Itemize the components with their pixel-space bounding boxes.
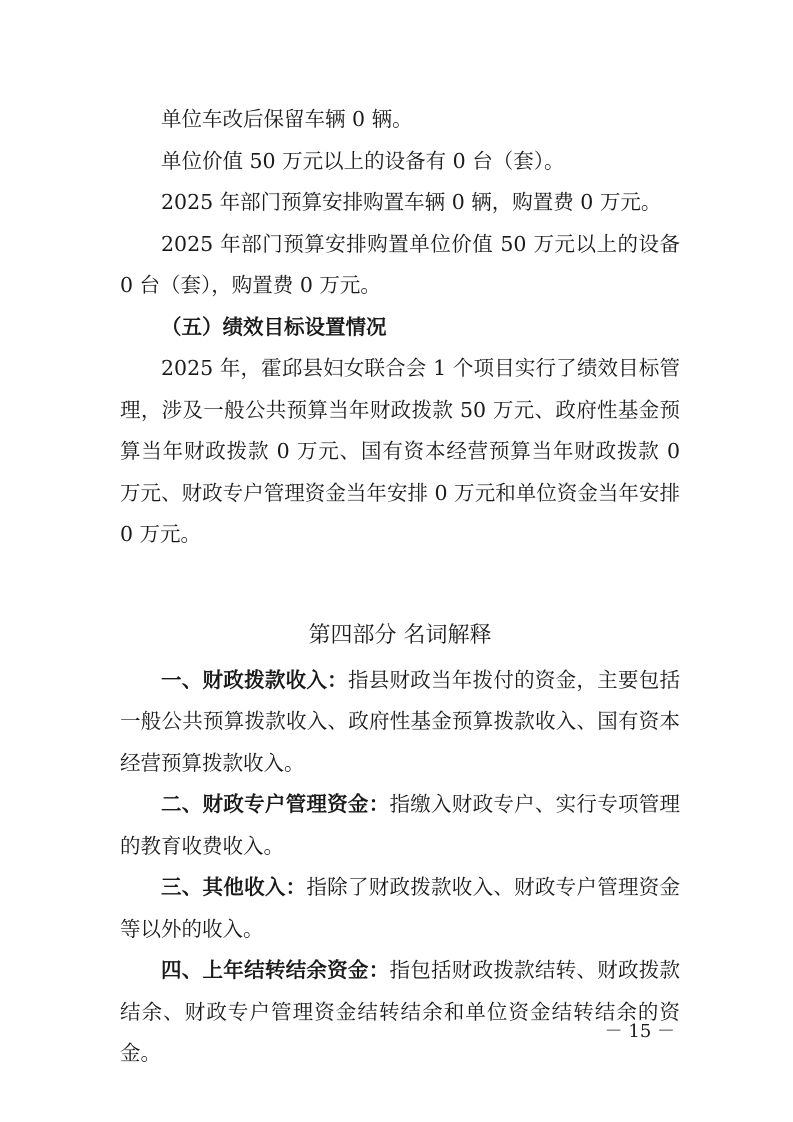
term-label: 三、其他收入：: [161, 875, 307, 899]
paragraph-equipment-purchase: 2025 年部门预算安排购置单位价值 50 万元以上的设备 0 台（套），购置费 0 万元。: [120, 231, 680, 297]
section-title: 第四部分 名词解释: [308, 622, 492, 648]
term-label: 四、上年结转结余资金：: [161, 958, 390, 982]
term-entry: [120, 784, 680, 867]
term-definition: 指除了财政拨款收入、财政专户管理资金等以外的收入。: [120, 875, 681, 941]
term-label: 二、财政专户管理资金：: [161, 792, 390, 816]
document-body: [120, 99, 680, 1075]
term-definition: 指包括财政拨款结转、财政拨款结余、财政专户管理资金结转结余和单位资金结转结余的资金。: [120, 958, 681, 1065]
term-label: 一、财政拨款收入：: [161, 667, 348, 692]
paragraph-vehicle-purchase: 2025 年部门预算安排购置车辆 0 辆，购置费 0 万元。: [161, 190, 662, 214]
paragraph-performance-targets: 2025 年，霍邱县妇女联合会 1 个项目实行了绩效目标管理，涉及一般公共预算当年财政拨款 50 万元、政府性基金预算当年财政拨款 0 万元、国有资本经营预算当年财政拨款 0 万元、财政专户管理资金当年安排 0 万元和单位资金当年安排 0 万元。: [120, 356, 680, 546]
term-definition: 指县财政当年拨付的资金，主要包括一般公共预算拨款收入、政府性基金预算拨款收入、国有资本经营预算拨款收入。: [120, 667, 680, 775]
term-definition: 指缴入财政专户、实行专项管理的教育收费收入。: [120, 792, 681, 858]
term-entry: [120, 950, 680, 1075]
paragraph-equipment-count: 单位价值 50 万元以上的设备有 0 台（套）。: [161, 148, 565, 173]
paragraph-vehicles-retained: 单位车改后保留车辆 0 辆。: [161, 107, 413, 131]
term-entry: [120, 867, 680, 950]
page-number: － 15 －: [604, 1021, 675, 1042]
term-entry: [120, 660, 680, 785]
subsection-heading-performance: （五）绩效目标设置情况: [161, 314, 387, 339]
